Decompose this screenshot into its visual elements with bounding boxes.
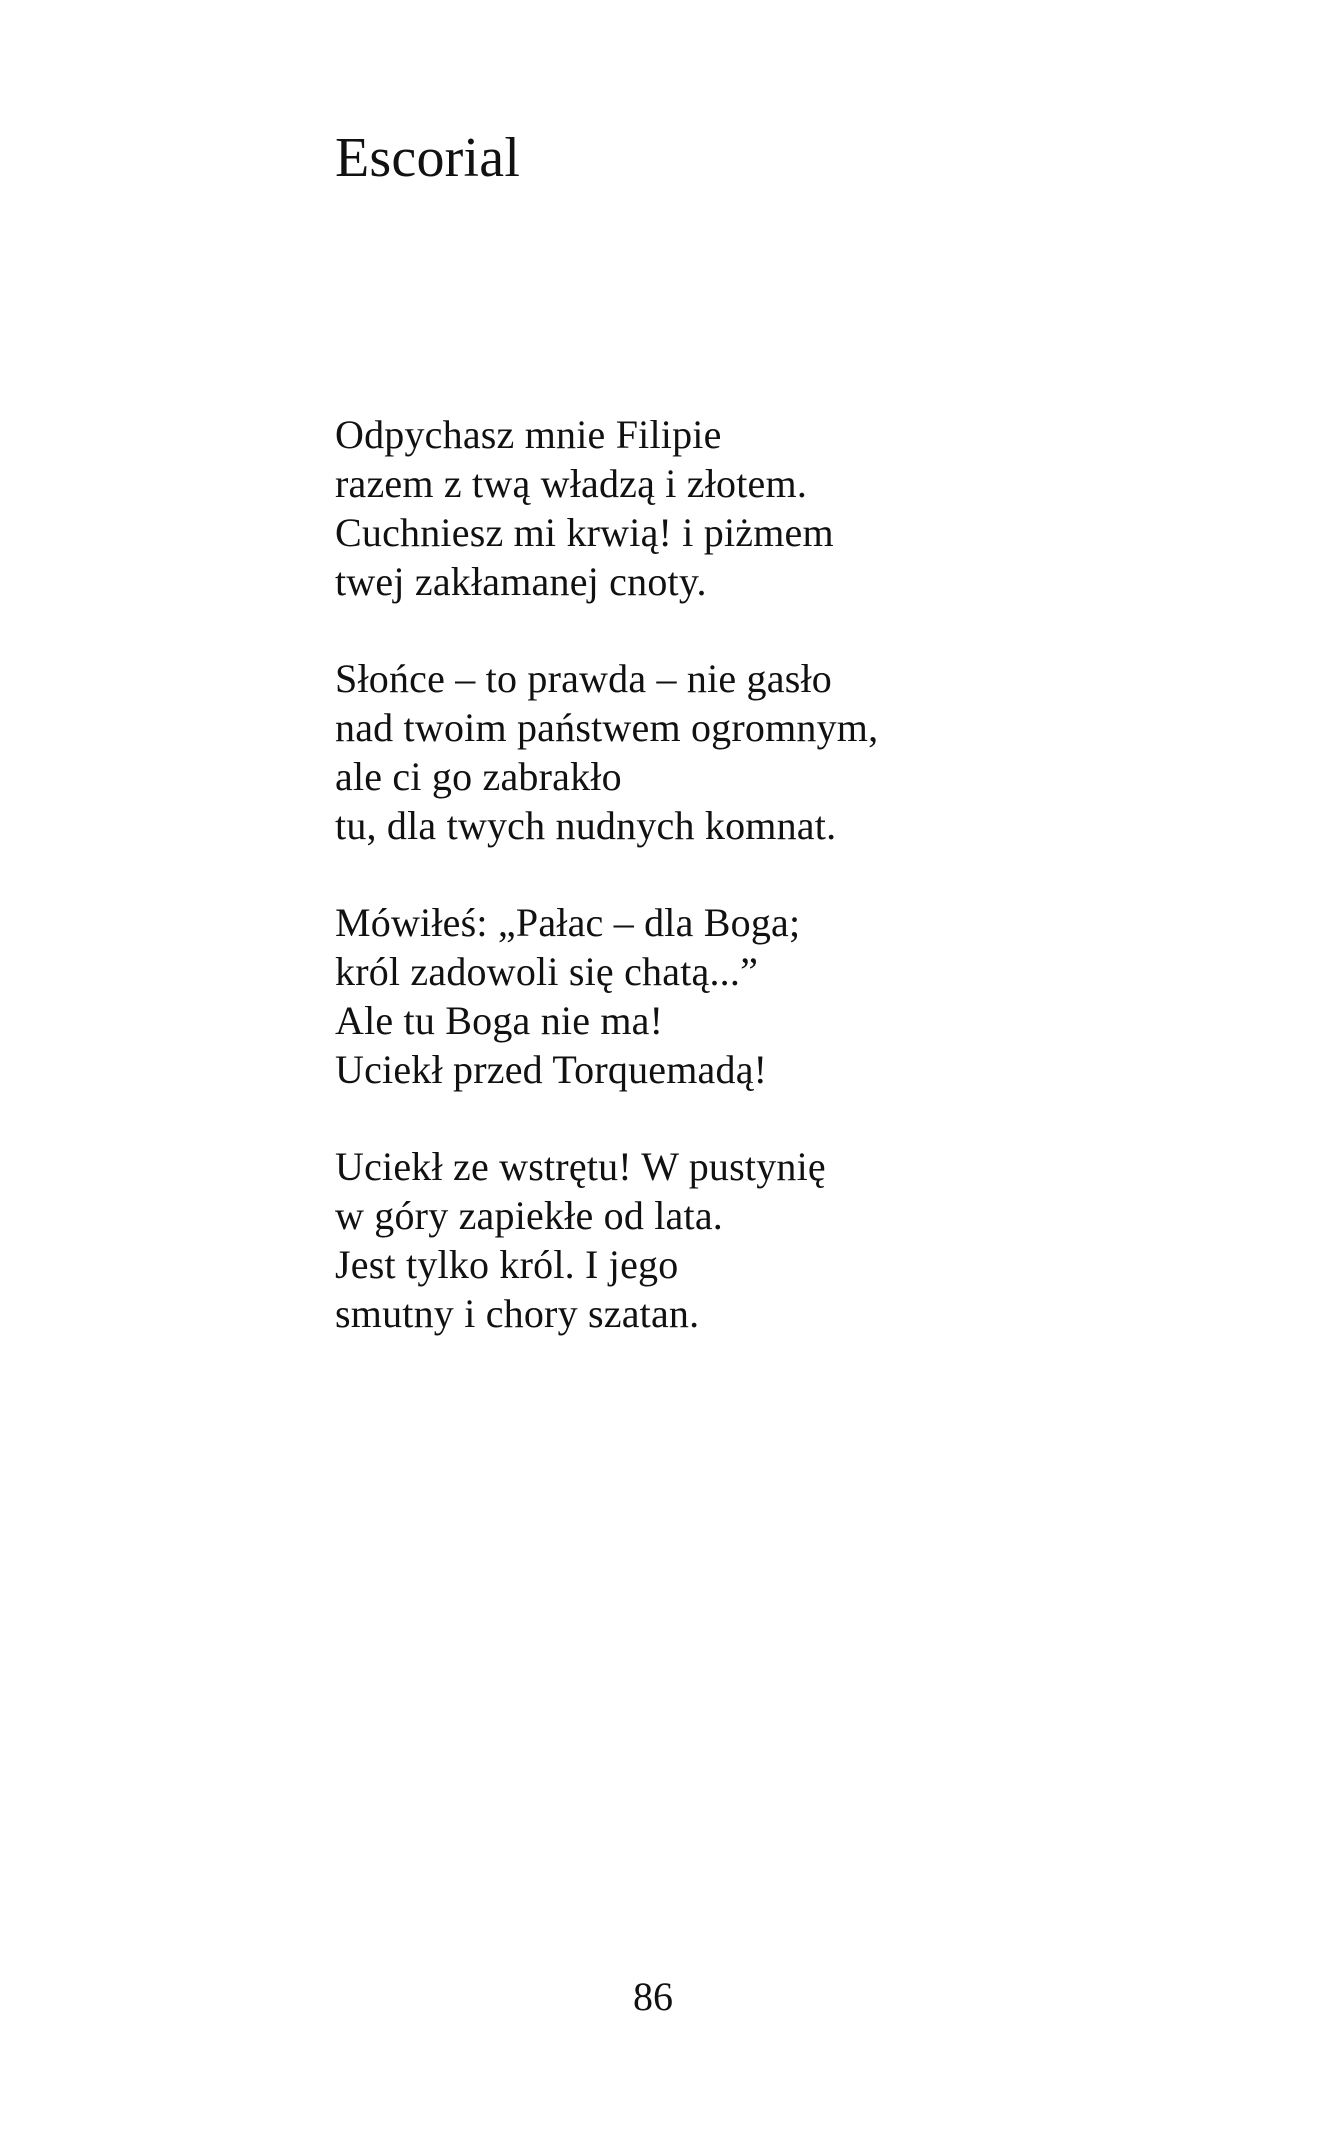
stanza [335,410,1155,606]
poem-line: Jest tylko król. I jego [335,1242,679,1287]
poem-line: Odpychasz mnie Filipie [335,412,722,457]
poem-line: smutny i chory szatan. [335,1291,700,1336]
poem-line: Uciekł przed Torquemadą! [335,1047,768,1092]
poem-line: król zadowoli się chatą...” [335,949,759,994]
page-number: 86 [633,1974,673,2019]
poem-line: razem z twą władzą i złotem. [335,461,808,506]
poem-line: Cuchniesz mi krwią! i piżmem [335,510,834,555]
poem-line: tu, dla twych nudnych komnat. [335,803,837,848]
poem-body [335,410,1155,1386]
poem-line: Słońce – to prawda – nie gasło [335,656,832,701]
poem-line: w góry zapiekłe od lata. [335,1193,723,1238]
stanza [335,898,1155,1094]
poem-line: twej zakłamanej cnoty. [335,559,707,604]
poem-title: Escorial [335,127,521,189]
poem-line: Mówiłeś: „Pałac – dla Boga; [335,900,801,945]
poem-line: Uciekł ze wstrętu! W pustynię [335,1144,826,1189]
poem-line: nad twoim państwem ogromnym, [335,705,879,750]
poem-line: ale ci go zabrakło [335,754,622,799]
poem-line: Ale tu Boga nie ma! [335,998,664,1043]
stanza [335,1142,1155,1338]
stanza [335,654,1155,850]
